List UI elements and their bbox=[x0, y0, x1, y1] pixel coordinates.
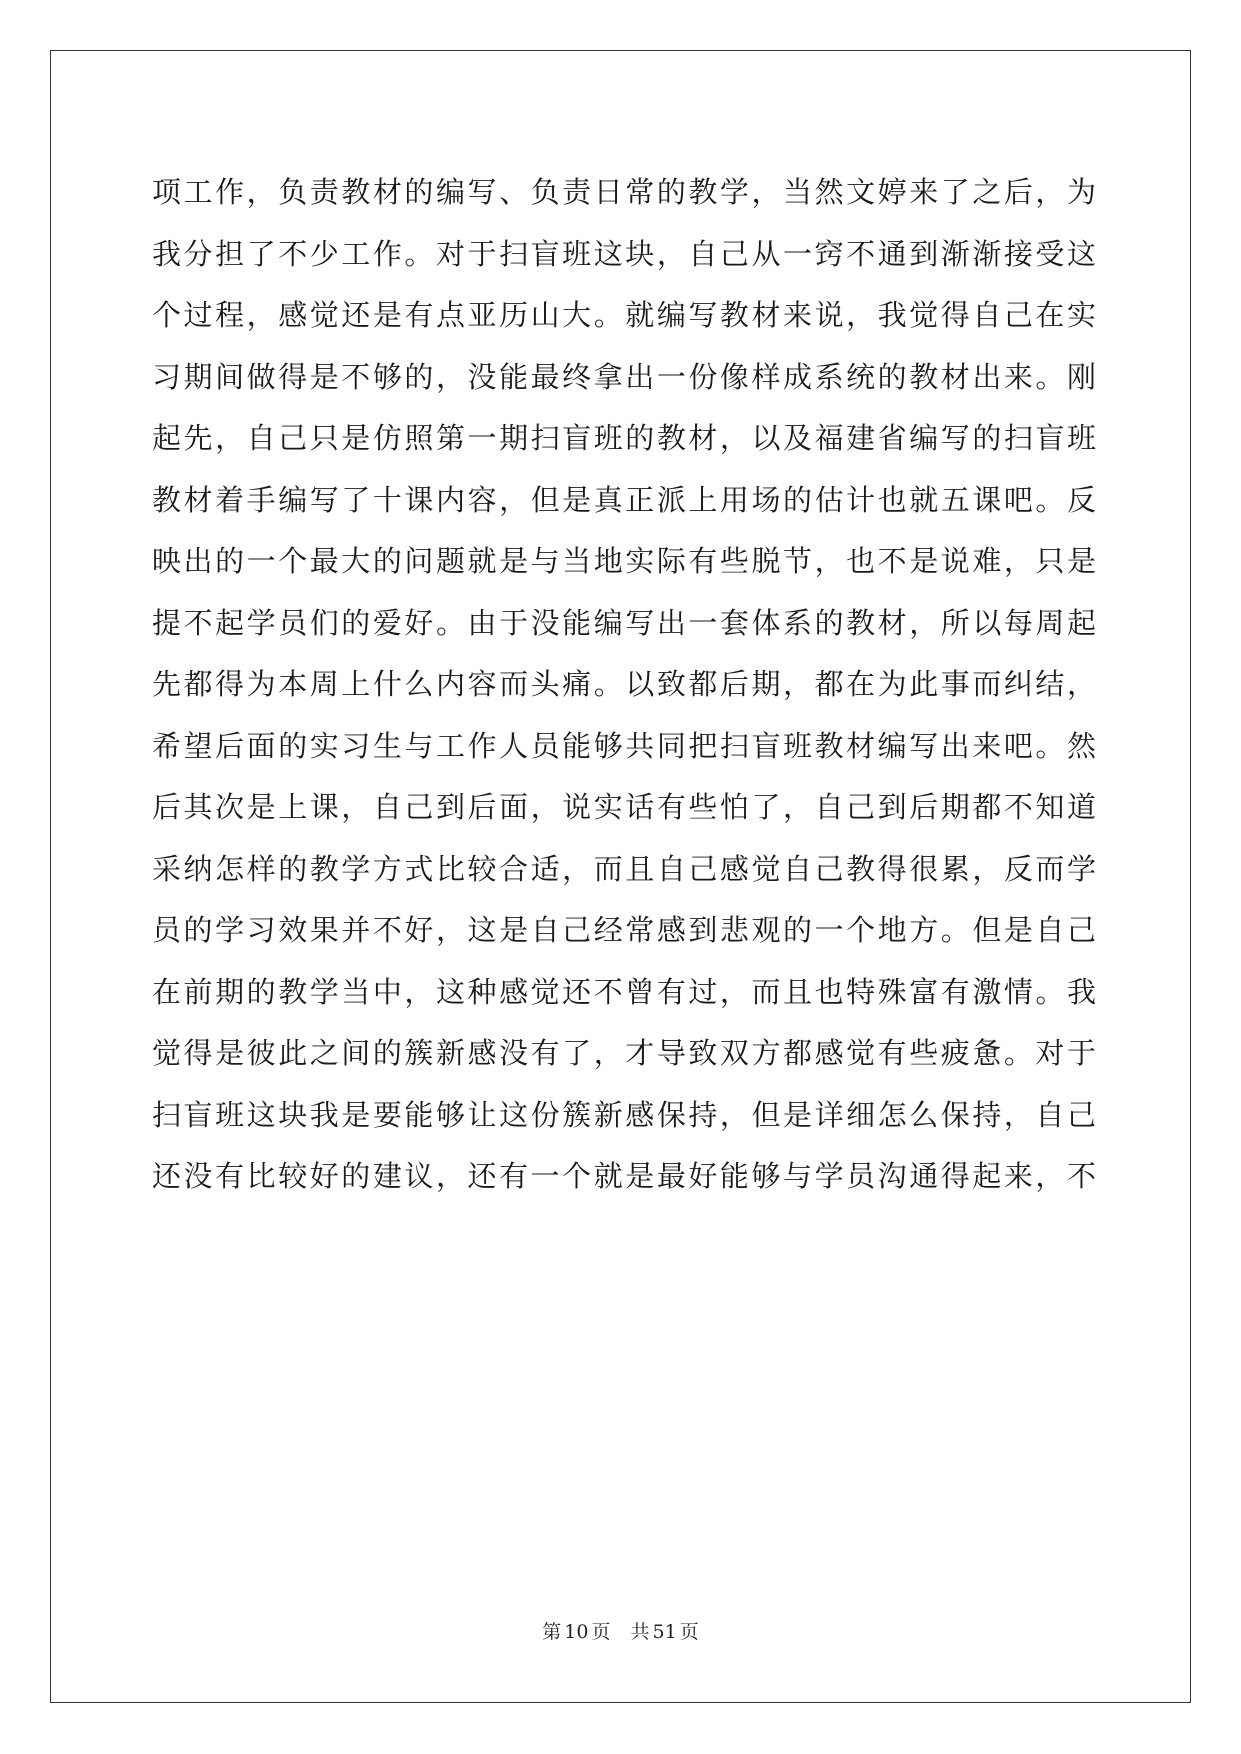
body-line: 在前期的教学当中，这种感觉还不曾有过，而且也特殊富有激情。我 bbox=[152, 974, 1096, 1009]
page-prefix: 第 bbox=[542, 1621, 562, 1643]
page-footer bbox=[0, 1620, 1241, 1644]
body-line: 我分担了不少工作。对于扫盲班这块，自己从一窍不通到渐渐接受这 bbox=[152, 236, 1096, 271]
body-line: 觉得是彼此之间的簇新感没有了，才导致双方都感觉有些疲惫。对于 bbox=[152, 1036, 1096, 1070]
body-line: 习期间做得是不够的，没能最终拿出一份像样成系统的教材出来。刚 bbox=[152, 359, 1096, 394]
current-page-number: 10 bbox=[564, 1621, 589, 1643]
page-suffix: 页 bbox=[591, 1621, 611, 1643]
body-line: 采纳怎样的教学方式比较合适，而且自己感觉自己教得很累，反而学 bbox=[152, 851, 1096, 886]
body-line: 映出的一个最大的问题就是与当地实际有些脱节，也不是说难，只是 bbox=[152, 544, 1096, 578]
total-page-number: 51 bbox=[652, 1621, 677, 1643]
body-line: 希望后面的实习生与工作人员能够共同把扫盲班教材编写出来吧。然 bbox=[152, 728, 1096, 763]
body-line: 项工作，负责教材的编写、负责日常的教学，当然文婷来了之后，为 bbox=[152, 175, 1096, 209]
body-line: 扫盲班这块我是要能够让这份簇新感保持，但是详细怎么保持，自己 bbox=[152, 1097, 1096, 1132]
body-line: 员的学习效果并不好，这是自己经常感到悲观的一个地方。但是自己 bbox=[152, 913, 1096, 947]
body-line: 后其次是上课，自己到后面，说实话有些怕了，自己到后期都不知道 bbox=[152, 790, 1096, 824]
body-line: 还没有比较好的建议，还有一个就是最好能够与学员沟通得起来，不 bbox=[152, 1159, 1096, 1193]
body-line: 提不起学员们的爱好。由于没能编写出一套体系的教材，所以每周起 bbox=[152, 605, 1096, 640]
body-line: 个过程，感觉还是有点亚历山大。就编写教材来说，我觉得自己在实 bbox=[152, 298, 1096, 332]
body-line: 先都得为本周上什么内容而头痛。以致都后期，都在为此事而纠结， bbox=[152, 667, 1096, 701]
body-text bbox=[152, 162, 1096, 1208]
body-line: 起先，自己只是仿照第一期扫盲班的教材，以及福建省编写的扫盲班 bbox=[152, 421, 1096, 455]
total-suffix: 页 bbox=[679, 1621, 699, 1643]
total-prefix: 共 bbox=[630, 1621, 650, 1643]
body-line: 教材着手编写了十课内容，但是真正派上用场的估计也就五课吧。反 bbox=[152, 482, 1096, 517]
